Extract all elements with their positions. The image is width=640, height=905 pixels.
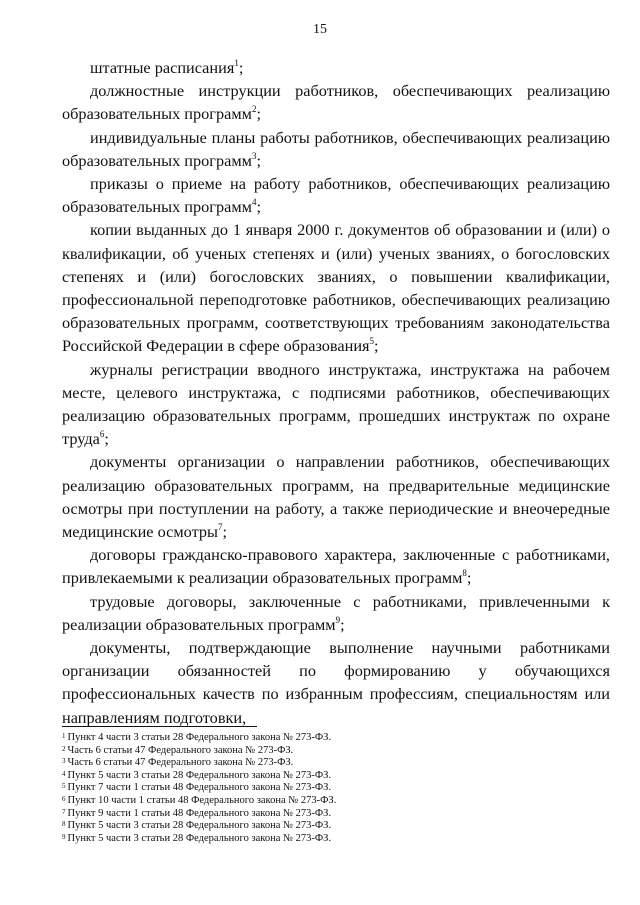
footnote <box>62 808 602 821</box>
footnote-text: Пункт 10 части 1 статьи 48 Федерального закона № 273-ФЗ. <box>67 794 337 806</box>
footnote-text: Часть 6 статьи 47 Федерального закона № 273-ФЗ. <box>67 744 294 756</box>
paragraph <box>62 636 610 729</box>
footnote-text: Пункт 4 части 3 статьи 28 Федерального закона № 273-ФЗ. <box>67 732 332 743</box>
paragraph-end: ; <box>238 58 244 77</box>
footnote-ref: 6 <box>99 429 105 440</box>
paragraph-end: ; <box>466 568 472 588</box>
page-number: 15 <box>313 22 327 37</box>
footnote-text: Пункт 5 части 3 статьи 28 Федерального закона № 273-ФЗ. <box>67 832 332 844</box>
footnote-number: 6 <box>62 794 66 803</box>
footnote-ref: 9 <box>335 614 341 625</box>
footnote-ref: 7 <box>218 522 223 533</box>
paragraph-text: договоры гражданско-правового характера, заключенные с работниками, привлекаемыми к реализации образовательных программ <box>62 545 610 588</box>
footnotes <box>62 732 602 845</box>
paragraph <box>62 79 610 125</box>
paragraph-end: ; <box>256 197 261 217</box>
footnote-number: 7 <box>62 807 66 816</box>
footnote-ref: 4 <box>251 197 257 208</box>
paragraph-text: документы, подтверждающие выполнение научными работниками организации обязанностей по формированию у обучающихся профессиональных качеств по избранным профессиям, специальностям или направлениям подготовки, <box>62 638 610 727</box>
paragraph <box>62 126 610 172</box>
paragraph <box>62 56 610 79</box>
paragraph-end: ; <box>374 336 379 356</box>
paragraph-end: ; <box>256 104 261 124</box>
footnote-ref: 1 <box>234 58 239 68</box>
footnote-ref: 3 <box>251 150 257 161</box>
paragraph-end: ; <box>340 614 345 634</box>
footnote-number: 8 <box>62 820 66 829</box>
paragraph-end: ; <box>256 150 261 170</box>
footnote <box>62 820 602 833</box>
paragraph-text: трудовые договоры, заключенные с работниками, привлеченными к реализации образовательных программ <box>62 591 610 634</box>
paragraph-text: журналы регистрации вводного инструктажа, инструктажа на рабочем месте, целевого инструктажа, с подписями работников, обеспечивающих реализацию образовательных программ, прошедших инструктаж по охране труда <box>62 359 610 449</box>
paragraph <box>62 590 610 636</box>
footnote-number: 5 <box>62 782 66 791</box>
footnote-number: 1 <box>62 732 66 740</box>
footnote-text: Пункт 9 части 1 статьи 48 Федерального закона № 273-ФЗ. <box>67 807 332 819</box>
paragraph <box>62 358 610 451</box>
paragraph-text: приказы о приеме на работу работников, обеспечивающих реализацию образовательных программ <box>62 174 610 217</box>
footnote-text: Пункт 5 части 3 статьи 28 Федерального закона № 273-ФЗ. <box>67 820 332 832</box>
footnote-number: 2 <box>62 744 66 753</box>
paragraph-text: документы организации о направлении работников, обеспечивающих реализацию образовательных программ, на предварительные медицинские осмотры при поступлении на работу, а также периодические и внеочередные медицинские осмотры <box>62 452 610 542</box>
paragraph-end: ; <box>104 429 109 449</box>
footnote-ref: 8 <box>462 568 467 579</box>
footnote <box>62 782 602 795</box>
footnote-text: Пункт 7 части 1 статьи 48 Федерального закона № 273-ФЗ. <box>67 782 332 794</box>
footnote <box>62 732 602 745</box>
paragraph <box>62 543 610 589</box>
footnote-ref: 2 <box>251 104 257 115</box>
paragraph <box>62 450 610 543</box>
footnote <box>62 795 602 808</box>
footnote-text: Часть 6 статьи 47 Федерального закона № 273-ФЗ. <box>67 757 294 769</box>
footnote-number: 9 <box>62 832 66 841</box>
footnote-number: 3 <box>62 757 66 766</box>
paragraph <box>62 172 610 218</box>
footnote <box>62 833 602 846</box>
footnote <box>62 770 602 783</box>
footnote <box>62 745 602 758</box>
paragraph-text: копии выданных до 1 января 2000 г. документов об образовании и (или) о квалификации, об ученых степенях и (или) ученых званиях, о богословских степенях и (или) богословских званиях, о повышении квалификации, профессиональной переподготовке работников, обеспечивающих реализацию образовательных программ, соответствующих требованиям законодательства Российской Федерации в сфере образования <box>62 220 610 356</box>
paragraph-text: индивидуальные планы работы работников, обеспечивающих реализацию образовательных программ <box>62 127 610 170</box>
footnote-ref: 5 <box>369 336 375 347</box>
body-text <box>62 56 610 729</box>
footnote-text: Пункт 5 части 3 статьи 28 Федерального закона № 273-ФЗ. <box>67 769 332 781</box>
footnote-number: 4 <box>62 769 66 778</box>
paragraph <box>62 218 610 357</box>
footnote-divider <box>62 726 257 727</box>
paragraph-end: ; <box>222 522 228 542</box>
paragraph-text: должностные инструкции работников, обеспечивающих реализацию образовательных программ <box>62 81 610 124</box>
footnote <box>62 757 602 770</box>
paragraph-text: штатные расписания <box>90 58 235 77</box>
